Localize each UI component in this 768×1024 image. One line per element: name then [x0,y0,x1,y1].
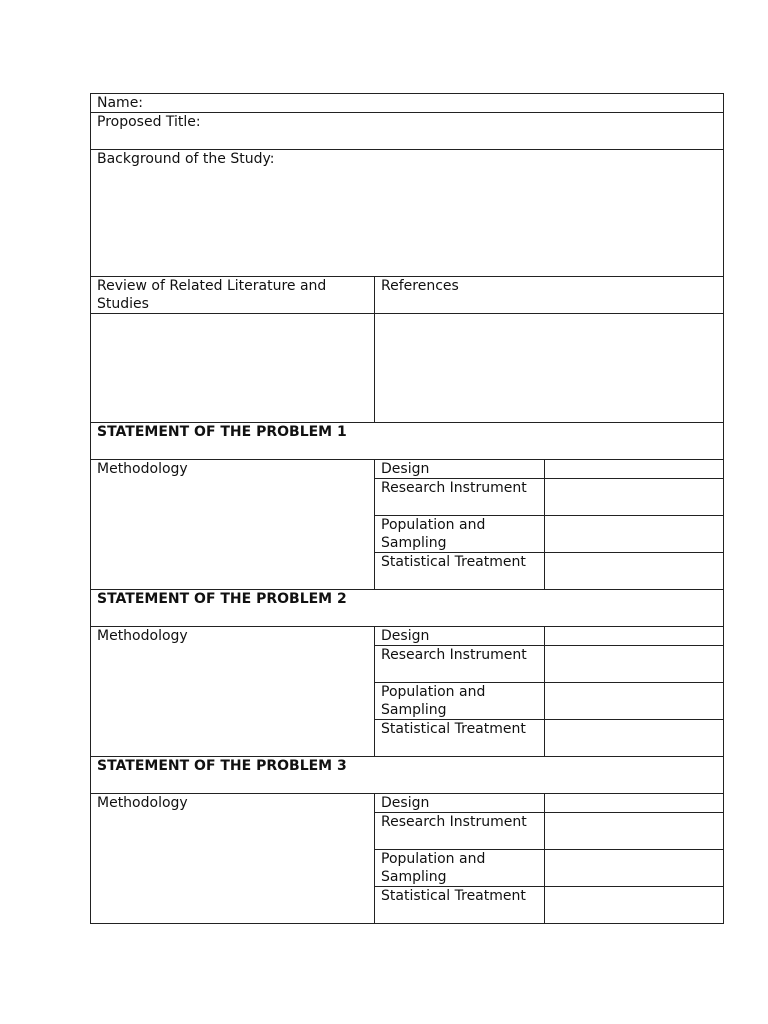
problem-3-heading-text: STATEMENT OF THE PROBLEM 3 [97,758,347,774]
method-item-field[interactable] [545,553,724,590]
method-item-label: Population and Sampling [375,516,545,553]
method-item-label: Statistical Treatment [375,553,545,590]
methodology-3-label: Methodology [97,795,188,811]
method-item-field[interactable] [545,720,724,757]
method-item-label: Research Instrument [375,646,545,683]
research-proposal-form [90,93,724,924]
method-item-field[interactable] [545,683,724,720]
problem-3-heading[interactable] [91,757,724,794]
method-item-label: Design [375,627,545,646]
references-content-field[interactable] [375,314,724,423]
references-label: References [381,278,459,294]
method-item-field[interactable] [545,813,724,850]
method-item-field[interactable] [545,627,724,646]
method-item-label: Research Instrument [375,813,545,850]
problem-1-heading[interactable] [91,423,724,460]
methodology-1-label: Methodology [97,461,188,477]
name-label: Name: [97,95,144,111]
method-item-field[interactable] [545,887,724,924]
method-item-label: Statistical Treatment [375,720,545,757]
method-item-label: Population and Sampling [375,850,545,887]
methodology-2-cell [91,627,375,757]
background-label: Background of the Study: [97,151,275,167]
method-item-label: Design [375,794,545,813]
references-header [375,277,724,314]
method-item-field[interactable] [545,479,724,516]
method-item-label: Population and Sampling [375,683,545,720]
problem-2-heading[interactable] [91,590,724,627]
background-field[interactable] [91,150,724,277]
rrl-content-field[interactable] [91,314,375,423]
methodology-1-cell [91,460,375,590]
proposed-title-field[interactable] [91,113,724,150]
method-item-label: Research Instrument [375,479,545,516]
rrl-label: Review of Related Literature and Studies [97,278,327,312]
method-item-label: Statistical Treatment [375,887,545,924]
proposed-title-label: Proposed Title: [97,114,201,130]
problem-1-heading-text: STATEMENT OF THE PROBLEM 1 [97,424,347,440]
method-item-label: Design [375,460,545,479]
rrl-header [91,277,375,314]
method-item-field[interactable] [545,646,724,683]
name-field[interactable] [91,94,724,113]
problem-2-heading-text: STATEMENT OF THE PROBLEM 2 [97,591,347,607]
method-item-field[interactable] [545,516,724,553]
method-item-field[interactable] [545,794,724,813]
methodology-3-cell [91,794,375,924]
methodology-2-label: Methodology [97,628,188,644]
method-item-field[interactable] [545,460,724,479]
method-item-field[interactable] [545,850,724,887]
